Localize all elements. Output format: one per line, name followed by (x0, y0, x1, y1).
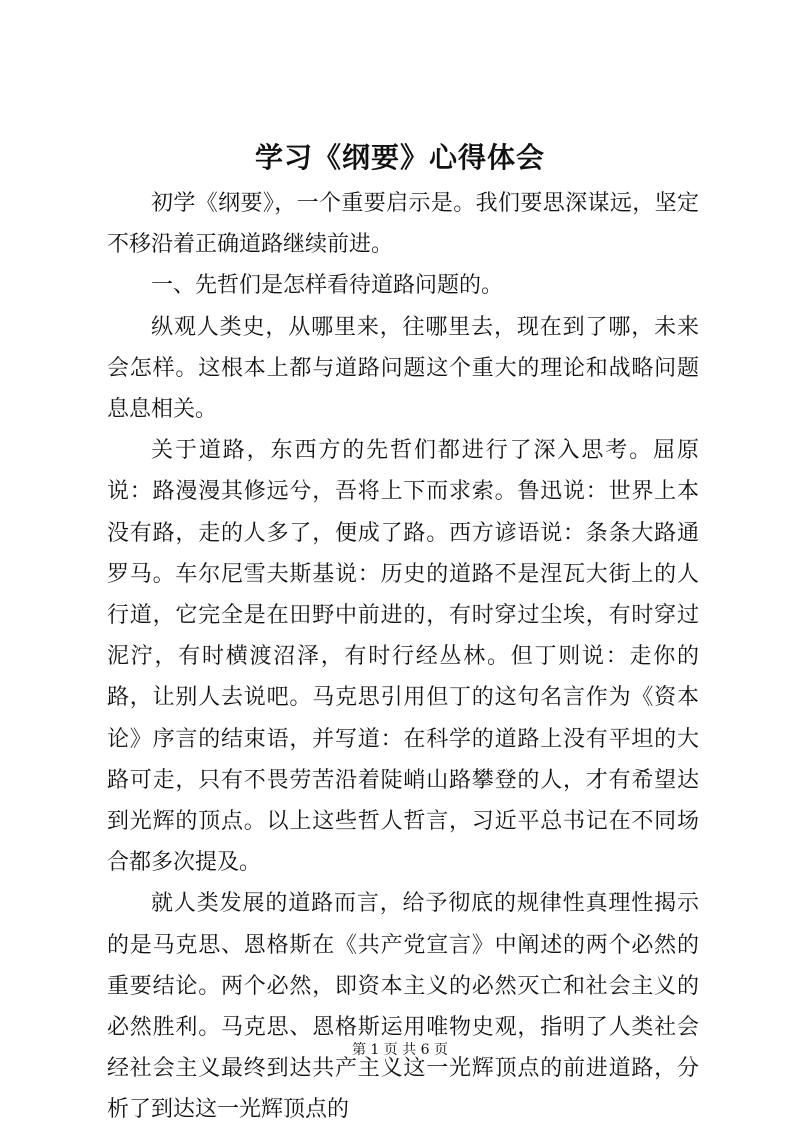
page-number-footer: 第 1 页 共 6 页 (351, 1042, 449, 1058)
document-body (107, 183, 699, 1131)
document-title: 学习《纲要》心得体会 (254, 141, 545, 174)
paragraph-history: 纵观人类史，从哪里来，往哪里去，现在到了哪，未来会怎样。这根本上都与道路问题这个重大的理论和战略问题息息相关。 (107, 314, 699, 423)
paragraph-marx-engels: 就人类发展的道路而言，给予彻底的规律性真理性揭示的是马克思、恩格斯在《共产党宣言》中阐述的两个必然的重要结论。两个必然，即资本主义的必然灭亡和社会主义的必然胜利。马克思、恩格斯运用唯物史观，指明了人类社会经社会主义最终到达共产主义这一光辉顶点的前进道路，分析了到达这一光辉顶点的 (107, 891, 699, 1123)
paragraph-section-heading: 一、先哲们是怎样看待道路问题的。 (151, 273, 504, 299)
paragraph-philosophers: 关于道路，东西方的先哲们都进行了深入思考。屈原说：路漫漫其修远兮，吾将上下而求索。鲁迅说：世界上本没有路，走的人多了，便成了路。西方谚语说：条条大路通罗马。车尔尼雪夫斯基说：历史的道路不是涅瓦大街上的人行道，它完全是在田野中前进的，有时穿过尘埃，有时穿过泥泞，有时横渡沼泽，有时行经丛林。但丁则说：走你的路，让别人去说吧。马克思引用但丁的这句名言作为《资本论》序言的结束语，并写道：在科学的道路上没有平坦的大路可走，只有不畏劳苦沿着陡峭山路攀登的人，才有希望达到光辉的顶点。以上这些哲人哲言，习近平总书记在不同场合都多次提及。 (107, 438, 699, 876)
paragraph-intro: 初学《纲要》，一个重要启示是。我们要思深谋远，坚定不移沿着正确道路继续前进。 (107, 191, 699, 258)
